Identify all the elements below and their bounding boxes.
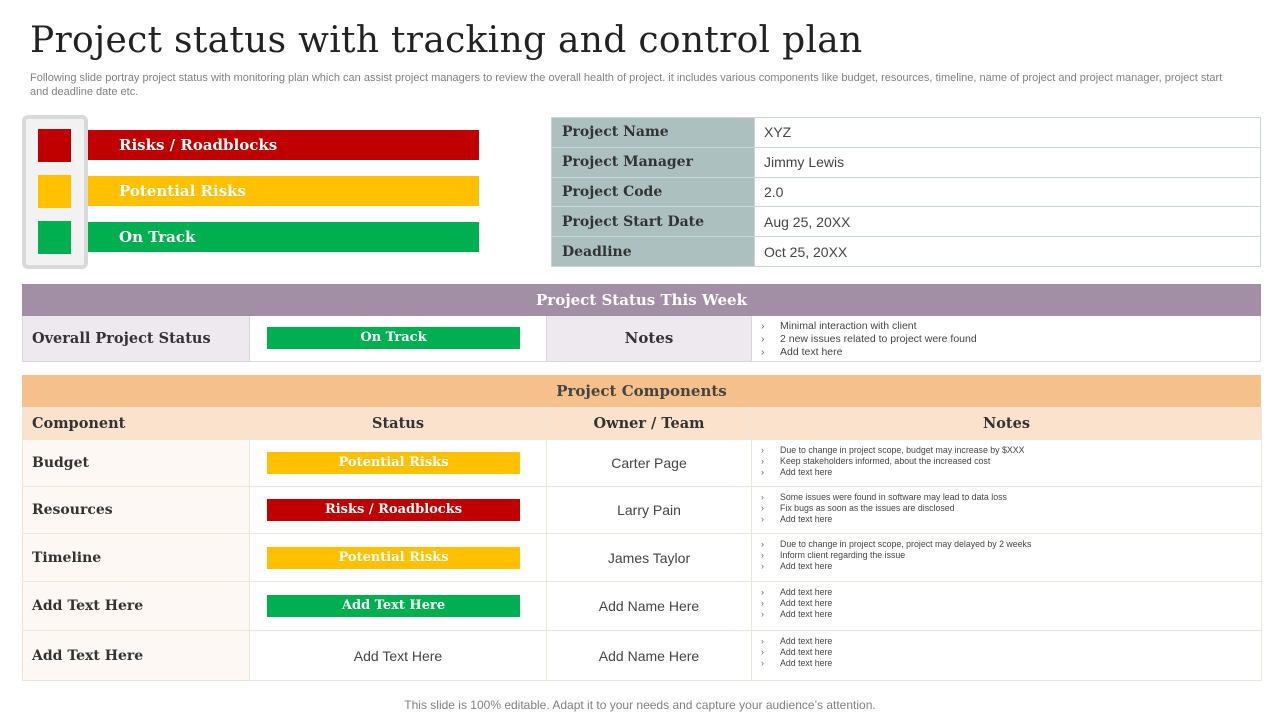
info-value[interactable]: Jimmy Lewis: [755, 147, 1261, 177]
overall-status-cell: [250, 316, 547, 361]
note-item: › Add text here: [761, 609, 1261, 620]
page-title: Project status with tracking and control plan: [30, 20, 863, 61]
week-status-header: Project Status This Week: [22, 284, 1261, 316]
status-cell[interactable]: Add Text Here: [250, 631, 547, 681]
notes-list: [752, 539, 1261, 572]
notes-cell: [752, 487, 1262, 534]
legend-bar-potential: Potential Risks: [88, 176, 479, 206]
note-item: › Add text here: [761, 587, 1261, 598]
note-item: › Fix bugs as soon as the issues are disclosed: [761, 503, 1261, 514]
info-key: Project Manager: [552, 147, 755, 177]
note-item: › Add text here: [761, 598, 1261, 609]
info-value[interactable]: Oct 25, 20XX: [755, 237, 1261, 267]
status-cell: [250, 487, 547, 534]
column-header-status: Status: [250, 408, 547, 440]
note-item: › Due to change in project scope, project may delayed by 2 weeks: [761, 539, 1261, 550]
components-header-row: [23, 408, 1262, 440]
info-row: [552, 177, 1261, 207]
column-header-owner: Owner / Team: [547, 408, 752, 440]
column-header-component: Component: [23, 408, 250, 440]
legend-bar-on-track: On Track: [88, 222, 479, 252]
footer-note: This slide is 100% editable. Adapt it to your needs and capture your audience’s attention.: [404, 698, 876, 712]
component-name: Resources: [23, 487, 250, 534]
info-row: [552, 237, 1261, 267]
info-key: Project Start Date: [552, 207, 755, 237]
notes-list: [752, 636, 1261, 669]
legend-swatch-yellow: [38, 175, 71, 208]
notes-cell: [752, 440, 1262, 487]
note-item: › Inform client regarding the issue: [761, 550, 1261, 561]
components-header: Project Components: [22, 375, 1261, 407]
component-name: Add Text Here: [23, 582, 250, 631]
info-value[interactable]: Aug 25, 20XX: [755, 207, 1261, 237]
column-header-notes: Notes: [752, 408, 1262, 440]
component-name: Budget: [23, 440, 250, 487]
status-cell: [250, 582, 547, 631]
info-row: [552, 118, 1261, 148]
week-notes-label: Notes: [547, 316, 752, 361]
note-item: › Some issues were found in software may lead to data loss: [761, 492, 1261, 503]
status-cell: [250, 440, 547, 487]
status-pill: Potential Risks: [267, 547, 520, 569]
info-value[interactable]: 2.0: [755, 177, 1261, 207]
info-key: Deadline: [552, 237, 755, 267]
info-row: [552, 207, 1261, 237]
note-item: › Add text here: [761, 467, 1261, 478]
info-key: Project Code: [552, 177, 755, 207]
status-pill: Add Text Here: [267, 595, 520, 617]
info-key: Project Name: [552, 118, 755, 148]
legend-swatch-green: [38, 221, 71, 254]
owner-cell[interactable]: Add Name Here: [547, 631, 752, 681]
owner-cell[interactable]: Carter Page: [547, 440, 752, 487]
status-pill: Risks / Roadblocks: [267, 499, 520, 521]
owner-cell[interactable]: Add Name Here: [547, 582, 752, 631]
legend-bar-risks: Risks / Roadblocks: [88, 130, 479, 160]
owner-cell[interactable]: Larry Pain: [547, 487, 752, 534]
overall-status-pill: On Track: [267, 327, 520, 349]
legend-swatch-red: [38, 129, 71, 162]
notes-list: [752, 492, 1261, 525]
table-row: [23, 582, 1262, 631]
notes-cell: [752, 631, 1262, 681]
project-info-table: [551, 117, 1261, 267]
note-item: › 2 new issues related to project were found: [761, 333, 1260, 346]
note-item: › Add text here: [761, 514, 1261, 525]
info-row: [552, 147, 1261, 177]
notes-list: [752, 587, 1261, 620]
table-row: [23, 534, 1262, 582]
table-row: [23, 631, 1262, 681]
note-item: › Add text here: [761, 647, 1261, 658]
note-item: › Add text here: [761, 636, 1261, 647]
table-row: [23, 440, 1262, 487]
week-notes-cell: [752, 316, 1260, 361]
note-item: › Due to change in project scope, budget may increase by $XXX: [761, 445, 1261, 456]
overall-status-label: Overall Project Status: [23, 316, 250, 361]
note-item: › Minimal interaction with client: [761, 320, 1260, 333]
table-row: [23, 487, 1262, 534]
note-item: › Add text here: [761, 561, 1261, 572]
page-subtitle: Following slide portray project status with monitoring plan which can assist project managers to review the overall health of project. it includes various components like budget, resources, timeline, name of project and project manager, project start and deadline date etc.: [30, 72, 1223, 98]
week-status-row: [22, 316, 1261, 362]
notes-cell: [752, 534, 1262, 582]
notes-list: [752, 445, 1261, 478]
note-item: › Keep stakeholders informed, about the increased cost: [761, 456, 1261, 467]
note-item: › Add text here: [761, 346, 1260, 359]
component-name: Timeline: [23, 534, 250, 582]
component-name: Add Text Here: [23, 631, 250, 681]
status-cell: [250, 534, 547, 582]
owner-cell[interactable]: James Taylor: [547, 534, 752, 582]
status-pill: Potential Risks: [267, 452, 520, 474]
week-notes-list: [752, 320, 1260, 359]
info-value[interactable]: XYZ: [755, 118, 1261, 148]
components-table: [22, 407, 1262, 681]
notes-cell: [752, 582, 1262, 631]
note-item: › Add text here: [761, 658, 1261, 669]
